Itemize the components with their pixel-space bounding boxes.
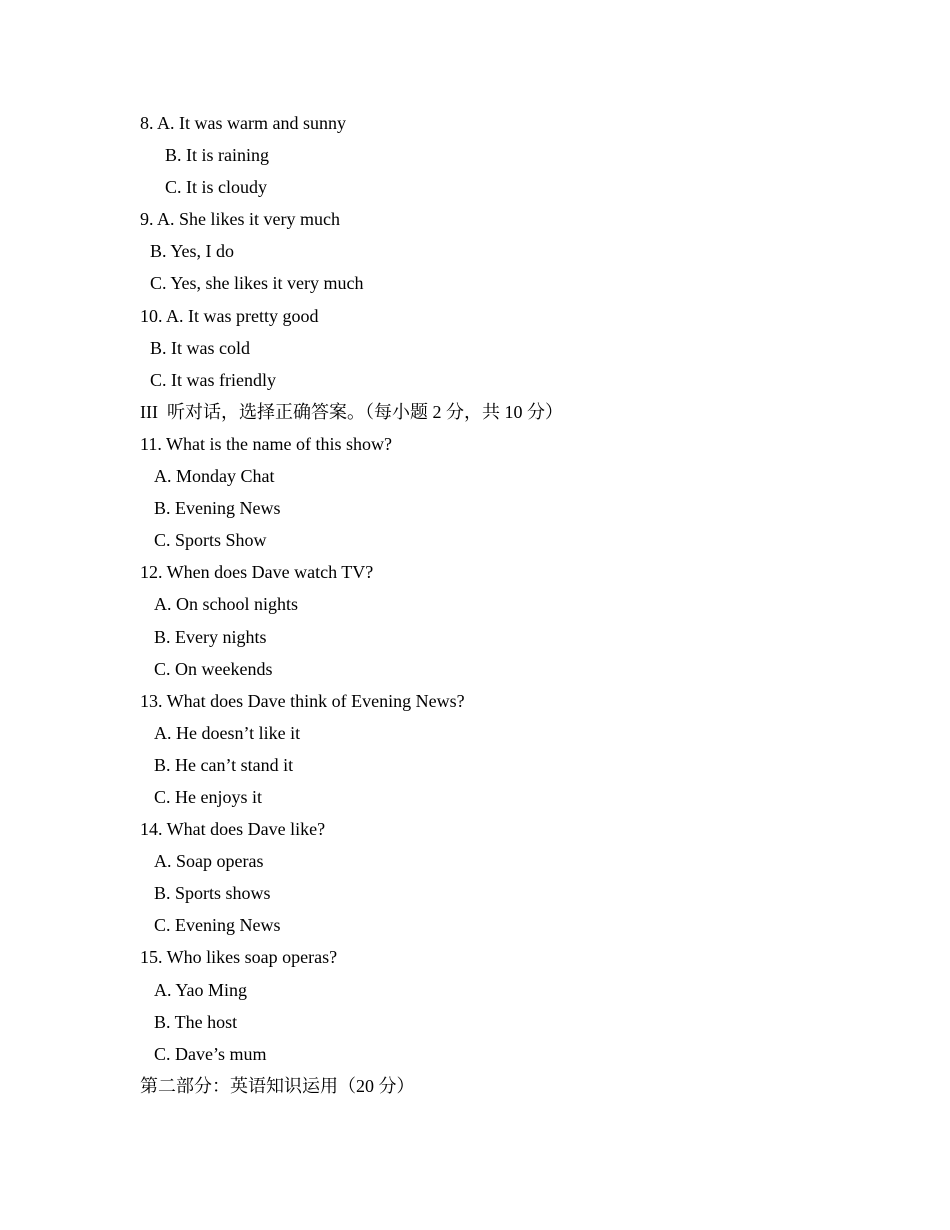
q11-option-c: C. Sports Show xyxy=(154,530,267,551)
q14-option-c: C. Evening News xyxy=(154,915,281,936)
q9-option-c: C. Yes, she likes it very much xyxy=(150,273,364,294)
q14-question: 14. What does Dave like? xyxy=(140,819,326,840)
q10-option-c: C. It was friendly xyxy=(150,369,276,390)
q13-option-b: B. He can’t stand it xyxy=(154,754,294,775)
q15-question: 15. Who likes soap operas? xyxy=(140,947,338,968)
q10-stem: 10. A. It was pretty good xyxy=(140,305,319,326)
q8-option-b: B. It is raining xyxy=(165,145,269,166)
q12-option-a: A. On school nights xyxy=(154,594,298,615)
q8-stem: 8. A. It was warm and sunny xyxy=(140,113,346,133)
exam-content xyxy=(140,107,840,1102)
q15-option-b: B. The host xyxy=(154,1011,238,1032)
q9-option-b: B. Yes, I do xyxy=(150,241,235,262)
q13-option-c: C. He enjoys it xyxy=(154,786,262,807)
q8-option-c: C. It is cloudy xyxy=(165,177,267,198)
q14-option-a: A. Soap operas xyxy=(154,851,264,872)
q13-question: 13. What does Dave think of Evening News? xyxy=(140,690,465,711)
q14-option-b: B. Sports shows xyxy=(154,883,271,904)
q9-stem: 9. A. She likes it very much xyxy=(140,209,340,230)
q12-option-b: B. Every nights xyxy=(154,626,267,647)
part-2-heading: 第二部分：英语知识运用（20 分） xyxy=(140,1075,415,1096)
q12-question: 12. When does Dave watch TV? xyxy=(140,562,374,583)
q11-option-a: A. Monday Chat xyxy=(154,466,275,487)
q12-option-c: C. On weekends xyxy=(154,658,273,679)
q15-option-c: C. Dave’s mum xyxy=(154,1043,267,1064)
q10-option-b: B. It was cold xyxy=(150,337,250,358)
q11-option-b: B. Evening News xyxy=(154,498,281,519)
section-3-heading: III 听对话，选择正确答案。（每小题 2 分，共 10 分） xyxy=(140,401,563,422)
q15-option-a: A. Yao Ming xyxy=(154,979,248,1000)
q11-question: 11. What is the name of this show? xyxy=(140,433,392,454)
q13-option-a: A. He doesn’t like it xyxy=(154,722,301,743)
